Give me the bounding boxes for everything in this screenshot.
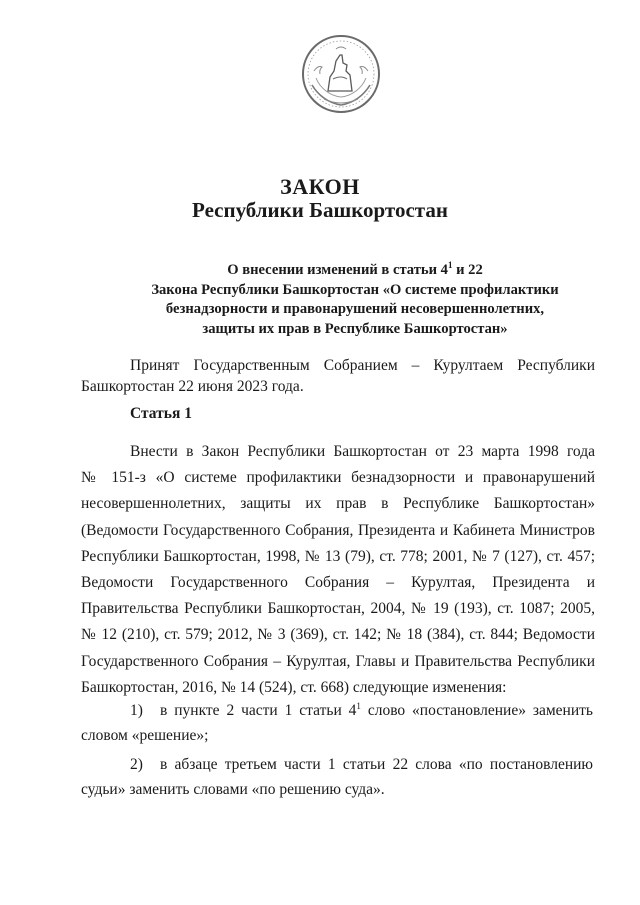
adoption-note-line-1: Принят Государственным Собранием – Курултаем Республики <box>130 357 595 374</box>
list-item-text-pre: в пункте 2 части 1 статьи 4 <box>160 702 357 719</box>
list-item-continuation: словом «решение»; <box>81 727 209 744</box>
body-line: Башкортостан, 2016, № 14 (524), ст. 668) следующие изменения: <box>81 678 507 696</box>
body-line: № 12 (210), ст. 579; 2012, № 3 (369), ст. 142; № 18 (384), ст. 844; Ведомости <box>81 626 595 644</box>
subtitle-line-1 <box>120 261 590 281</box>
subtitle-line-1-tail: и 22 <box>452 262 483 278</box>
body-line: Республики Башкортостан, 1998, № 13 (79), ст. 778; 2001, № 7 (127), ст. 457; <box>81 547 595 565</box>
subtitle-line-3: безнадзорности и правонарушений несовершеннолетних, <box>165 301 545 317</box>
adoption-note-line-2: Башкортостан 22 июня 2023 года. <box>81 378 304 395</box>
list-item <box>81 698 595 748</box>
article-heading: Статья 1 <box>130 405 192 422</box>
superscript: 1 <box>356 701 361 711</box>
list-item <box>81 752 595 802</box>
article-body <box>81 439 595 701</box>
list-item-row <box>81 752 595 777</box>
body-line: несовершеннолетних, защиты их прав в Республике Башкортостан» <box>81 495 595 513</box>
body-line: Внести в Закон Республики Башкортостан от 23 марта 1998 года <box>130 443 595 460</box>
list-item-continuation: судьи» заменить словами «по решению суда». <box>81 781 385 798</box>
list-item-text-post: слово «постановление» заменить <box>360 702 593 719</box>
body-line: Государственного Собрания – Курултая, Главы и Правительства Республики <box>81 652 595 670</box>
law-subtitle <box>120 261 590 339</box>
list-item-text <box>160 698 593 723</box>
list-item-row <box>81 698 595 723</box>
list-item-number: 2) <box>130 756 143 773</box>
law-title: ЗАКОН <box>280 174 360 199</box>
republic-title: Республики Башкортостан <box>192 198 448 222</box>
coat-of-arms-emblem <box>300 33 382 115</box>
body-line: Правительства Республики Башкортостан, 2004, № 19 (193), ст. 1087; 2005, <box>81 600 595 618</box>
list-item-text: в абзаце третьем части 1 статьи 22 слова «по постановлению <box>160 756 593 773</box>
subtitle-line-2: Закона Республики Башкортостан «О системе профилактики <box>151 281 559 298</box>
body-line: (Ведомости Государственного Собрания, Президента и Кабинета Министров <box>81 521 595 539</box>
body-line: Ведомости Государственного Собрания – Курултая, Президента и <box>81 574 595 592</box>
body-line: № 151-з «О системе профилактики безнадзорности и правонарушений <box>81 469 595 487</box>
list-item-number: 1) <box>130 702 143 719</box>
superscript: 1 <box>447 260 453 270</box>
subtitle-line-4: защиты их прав в Республике Башкортостан» <box>202 320 508 337</box>
subtitle-line-1-text: О внесении изменений в статьи 4 <box>227 262 448 278</box>
